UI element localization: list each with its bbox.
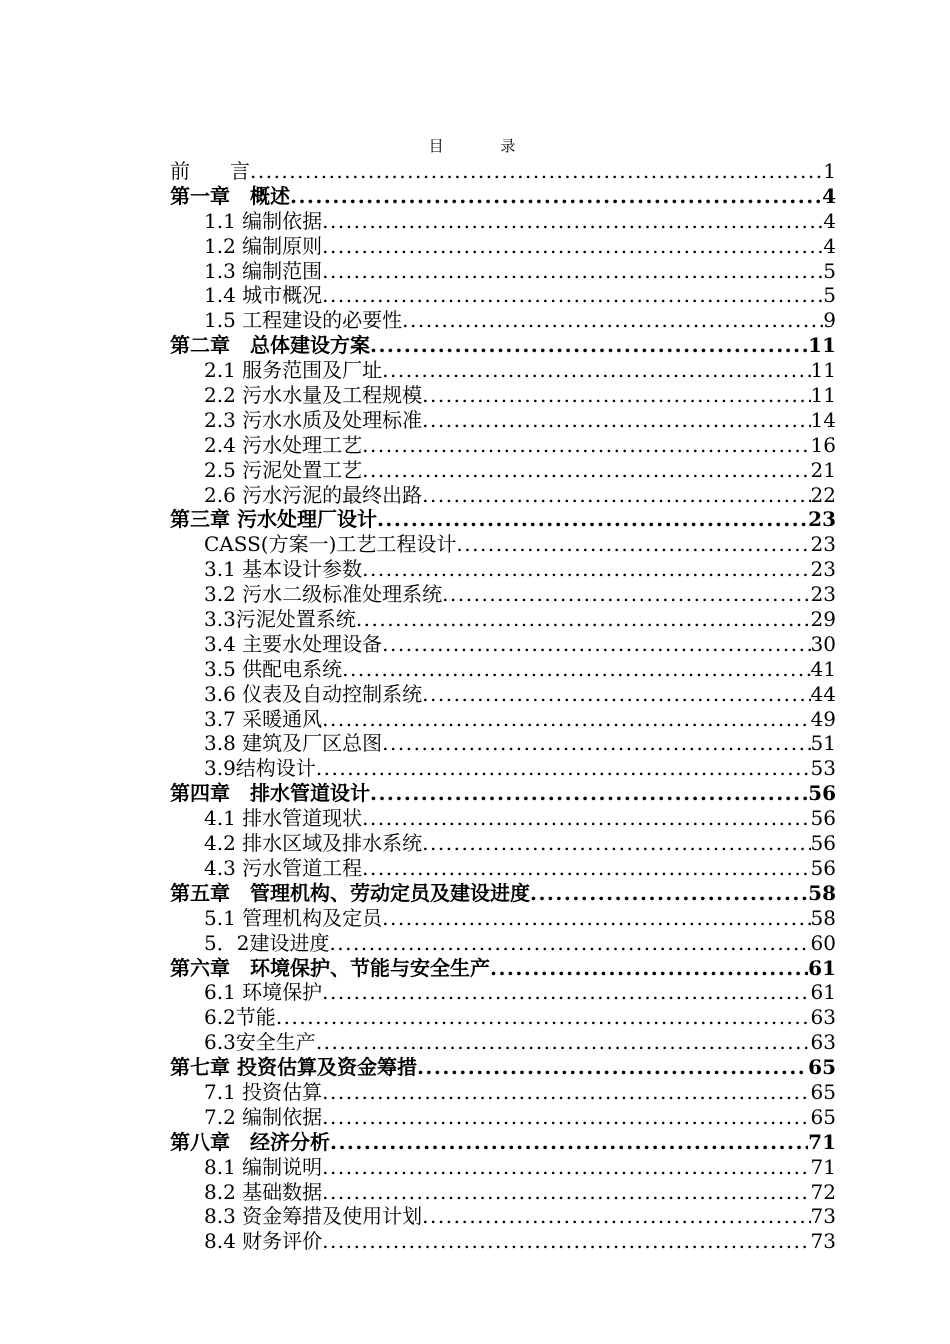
toc-page-number: 71 (808, 1129, 836, 1154)
dot-leader (250, 159, 823, 184)
dot-leader (422, 831, 810, 856)
toc-page-number: 61 (808, 955, 836, 980)
toc-chapter-entry[interactable] (170, 333, 836, 358)
dot-leader (356, 607, 811, 632)
toc-chapter-entry[interactable] (170, 184, 836, 209)
toc-section-entry[interactable] (170, 682, 836, 707)
toc-section-entry[interactable] (170, 582, 836, 607)
toc-chapter-entry[interactable] (170, 881, 836, 906)
toc-page-number: 61 (810, 980, 836, 1005)
toc-page-number: 44 (810, 681, 836, 706)
toc-page-number: 73 (810, 1229, 836, 1254)
toc-title: 目 录 (428, 137, 542, 155)
toc-chapter-entry[interactable] (170, 1130, 836, 1155)
toc-section-entry[interactable] (170, 756, 836, 781)
toc-entry-label: 3.9结构设计 (204, 756, 316, 781)
toc-page-number: 23 (810, 582, 836, 607)
toc-section-entry[interactable] (170, 383, 836, 408)
toc-section-entry[interactable] (170, 458, 836, 483)
toc-chapter-entry[interactable] (170, 507, 836, 532)
toc-entry-label: 7.1 投资估算 (204, 1079, 323, 1104)
dot-leader (530, 881, 808, 906)
toc-entry-label: 3.3污泥处置系统 (204, 607, 356, 632)
dot-leader (322, 234, 823, 259)
dot-leader (422, 682, 810, 707)
toc-entry-label: 3.4 主要水处理设备 (204, 631, 383, 656)
toc-entry-label: 第五章 管理机构、劳动定员及建设进度 (170, 880, 530, 905)
toc-entry-label: 第六章 环境保护、节能与安全生产 (170, 955, 490, 980)
dot-leader (417, 1055, 808, 1080)
table-of-contents (170, 159, 836, 1254)
toc-entry-label: 2.3 污水水质及处理标准 (204, 407, 423, 432)
dot-leader (330, 1130, 808, 1155)
toc-page-number: 11 (810, 358, 836, 383)
toc-entry-label: 3.8 建筑及厂区总图 (204, 731, 383, 756)
toc-page-number: 9 (823, 308, 836, 333)
toc-page-number: 63 (810, 1005, 836, 1030)
toc-page-number: 41 (810, 656, 836, 681)
toc-entry-label: 第三章 污水处理厂设计 (170, 507, 377, 532)
dot-leader (276, 1005, 811, 1030)
toc-entry-label: 1.4 城市概况 (204, 283, 323, 308)
toc-section-entry[interactable] (170, 532, 836, 557)
toc-section-entry[interactable] (170, 856, 836, 881)
dot-leader (382, 906, 810, 931)
toc-entry-label: 8.3 资金筹措及使用计划 (204, 1204, 423, 1229)
toc-entry-label: 2.2 污水水量及工程规模 (204, 383, 423, 408)
toc-entry-label: 1.1 编制依据 (204, 208, 323, 233)
toc-page-number: 56 (810, 831, 836, 856)
toc-entry-label: 6.1 环境保护 (204, 980, 323, 1005)
toc-section-entry[interactable] (170, 931, 836, 956)
toc-section-entry[interactable] (170, 632, 836, 657)
dot-leader (322, 1229, 810, 1254)
toc-section-entry[interactable] (170, 1030, 836, 1055)
dot-leader (362, 433, 810, 458)
toc-section-entry[interactable] (170, 433, 836, 458)
toc-page-number: 29 (810, 607, 836, 632)
toc-section-entry[interactable] (170, 906, 836, 931)
dot-leader (329, 931, 810, 956)
toc-page-number: 65 (810, 1104, 836, 1129)
toc-entry-label: 8.1 编制说明 (204, 1154, 323, 1179)
toc-entry-label: 第一章 概述 (170, 183, 290, 208)
toc-section-entry[interactable] (170, 408, 836, 433)
toc-page-number: 56 (808, 781, 836, 806)
dot-leader (342, 657, 810, 682)
toc-page-number: 14 (810, 407, 836, 432)
dot-leader (322, 707, 810, 732)
dot-leader (290, 184, 822, 209)
toc-section-entry[interactable] (170, 980, 836, 1005)
toc-page-number: 73 (810, 1204, 836, 1229)
toc-entry-label: 2.1 服务范围及厂址 (204, 358, 383, 383)
toc-entry-label: 4.1 排水管道现状 (204, 806, 363, 831)
toc-section-entry[interactable] (170, 731, 836, 756)
dot-leader (322, 1180, 810, 1205)
dot-leader (322, 1155, 810, 1180)
toc-page-number: 4 (823, 208, 836, 233)
toc-entry-label: 前 言 (170, 159, 250, 183)
toc-page-number: 23 (810, 557, 836, 582)
toc-section-entry[interactable] (170, 1005, 836, 1030)
toc-page-number: 23 (810, 532, 836, 557)
toc-page-number: 58 (810, 905, 836, 930)
toc-page-number: 72 (810, 1179, 836, 1204)
toc-entry-label: 2.5 污泥处置工艺 (204, 457, 363, 482)
toc-entry-label: 3.2 污水二级标准处理系统 (204, 582, 443, 607)
toc-entry-label: 4.2 排水区域及排水系统 (204, 831, 423, 856)
dot-leader (370, 333, 808, 358)
toc-entry-label: 3.1 基本设计参数 (204, 557, 363, 582)
toc-entry-label: 6.2节能 (204, 1005, 276, 1030)
dot-leader (422, 408, 810, 433)
dot-leader (322, 259, 823, 284)
dot-leader (382, 358, 810, 383)
toc-page-number: 5 (823, 283, 836, 308)
toc-entry-label: 4.3 污水管道工程 (204, 855, 363, 880)
dot-leader (422, 483, 810, 508)
toc-page-number: 56 (810, 806, 836, 831)
toc-section-entry[interactable] (170, 209, 836, 234)
toc-chapter-entry[interactable] (170, 781, 836, 806)
toc-section-entry[interactable] (170, 1105, 836, 1130)
dot-leader (370, 781, 808, 806)
toc-page-number: 16 (810, 432, 836, 457)
toc-page-number: 63 (810, 1030, 836, 1055)
toc-section-entry[interactable] (170, 1229, 836, 1254)
toc-section-entry[interactable] (170, 1080, 836, 1105)
dot-leader (316, 756, 811, 781)
toc-page-number: 4 (823, 233, 836, 258)
toc-page-number: 51 (810, 731, 836, 756)
toc-page-number: 56 (810, 855, 836, 880)
dot-leader (362, 856, 810, 881)
toc-page-number: 60 (810, 930, 836, 955)
toc-page-number: 23 (808, 507, 836, 532)
toc-section-entry[interactable] (170, 1204, 836, 1229)
toc-page-number: 4 (822, 183, 836, 208)
toc-section-entry[interactable] (170, 1155, 836, 1180)
toc-entry-label: 1.5 工程建设的必要性 (204, 308, 403, 333)
dot-leader (322, 980, 810, 1005)
toc-entry-label: 第八章 经济分析 (170, 1129, 330, 1154)
toc-entry-label: 第四章 排水管道设计 (170, 781, 370, 806)
toc-page-number: 53 (810, 756, 836, 781)
toc-section-entry[interactable] (170, 283, 836, 308)
toc-entry-label: 3.6 仪表及自动控制系统 (204, 681, 423, 706)
toc-entry-label: 8.2 基础数据 (204, 1179, 323, 1204)
toc-section-entry[interactable] (170, 259, 836, 284)
dot-leader (362, 806, 810, 831)
dot-leader (322, 1080, 810, 1105)
dot-leader (377, 507, 808, 532)
toc-section-entry[interactable] (170, 707, 836, 732)
dot-leader (322, 283, 823, 308)
toc-page-number: 30 (810, 631, 836, 656)
dot-leader (362, 458, 810, 483)
toc-page-number: 1 (823, 159, 836, 183)
toc-entry-label: 8.4 财务评价 (204, 1229, 323, 1254)
dot-leader (422, 383, 810, 408)
toc-page-number: 58 (808, 880, 836, 905)
toc-entry-label: 5.1 管理机构及定员 (204, 905, 383, 930)
toc-section-entry[interactable] (170, 1180, 836, 1205)
toc-entry-label: 第七章 投资估算及资金筹措 (170, 1055, 417, 1080)
toc-page-number: 22 (810, 482, 836, 507)
toc-entry-label: 1.2 编制原则 (204, 233, 323, 258)
toc-page-number: 71 (810, 1154, 836, 1179)
dot-leader (456, 532, 810, 557)
toc-chapter-entry[interactable] (170, 956, 836, 981)
toc-page-number: 11 (808, 333, 836, 358)
toc-entry-label: 2.4 污水处理工艺 (204, 432, 363, 457)
toc-section-entry[interactable] (170, 483, 836, 508)
toc-section-entry[interactable] (170, 831, 836, 856)
dot-leader (490, 956, 808, 981)
toc-page-number: 49 (810, 706, 836, 731)
toc-entry-label: 6.3安全生产 (204, 1030, 316, 1055)
toc-entry-label: CASS(方案一)工艺工程设计 (204, 532, 457, 557)
toc-entry-label: 3.7 采暖通风 (204, 706, 323, 731)
toc-entry-label: 3.5 供配电系统 (204, 656, 343, 681)
toc-page-number: 65 (808, 1055, 836, 1080)
toc-entry-label: 2.6 污水污泥的最终出路 (204, 482, 423, 507)
dot-leader (382, 632, 810, 657)
toc-section-entry[interactable] (170, 308, 836, 333)
toc-section-entry[interactable] (170, 234, 836, 259)
dot-leader (362, 557, 810, 582)
toc-page-number: 21 (810, 457, 836, 482)
toc-page-number: 5 (823, 258, 836, 283)
dot-leader (402, 308, 823, 333)
dot-leader (442, 582, 810, 607)
toc-entry-label: 7.2 编制依据 (204, 1104, 323, 1129)
toc-section-entry[interactable] (170, 657, 836, 682)
toc-entry-label: 1.3 编制范围 (204, 258, 323, 283)
toc-page-number: 65 (810, 1079, 836, 1104)
toc-section-entry[interactable] (170, 806, 836, 831)
toc-page-number: 11 (810, 383, 836, 408)
toc-section-entry[interactable] (170, 607, 836, 632)
dot-leader (382, 731, 810, 756)
toc-chapter-entry[interactable] (170, 159, 836, 184)
toc-chapter-entry[interactable] (170, 1055, 836, 1080)
dot-leader (322, 209, 823, 234)
dot-leader (322, 1105, 810, 1130)
toc-entry-label: 5．2建设进度 (204, 930, 330, 955)
dot-leader (422, 1204, 810, 1229)
toc-section-entry[interactable] (170, 358, 836, 383)
toc-section-entry[interactable] (170, 557, 836, 582)
dot-leader (316, 1030, 811, 1055)
toc-entry-label: 第二章 总体建设方案 (170, 333, 370, 358)
